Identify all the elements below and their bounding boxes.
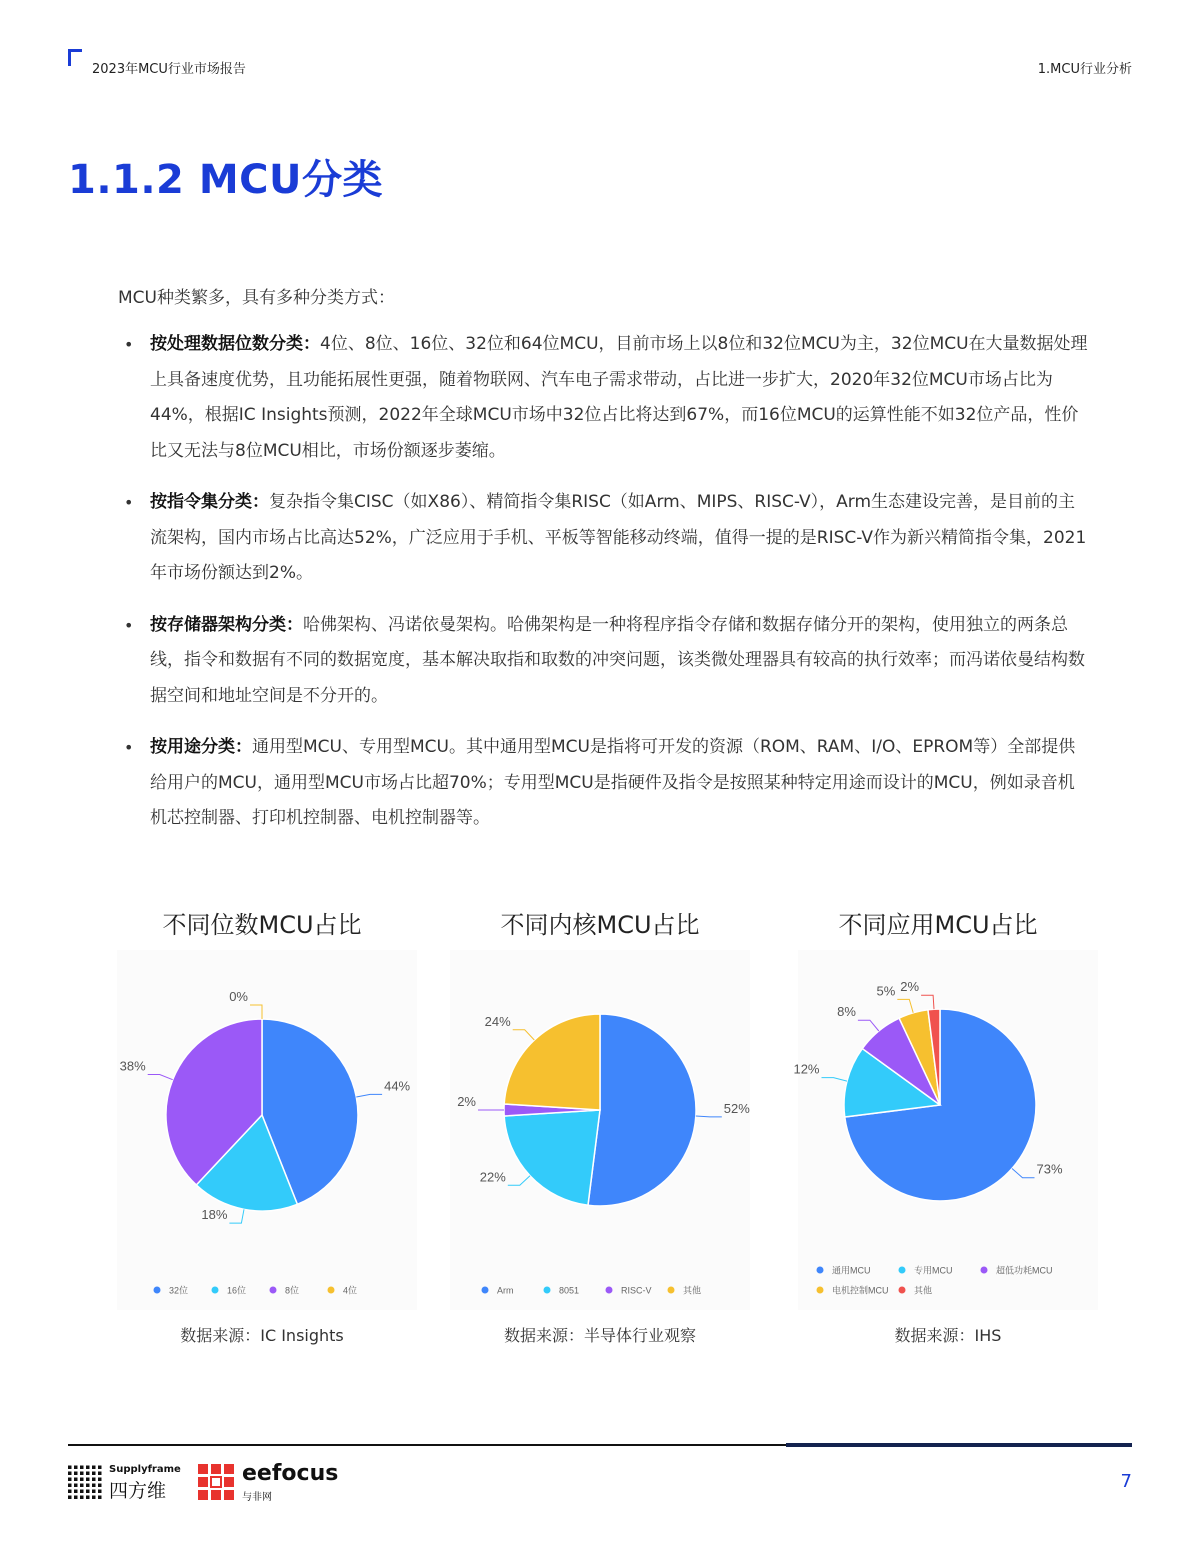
pie-value-label: 24%	[484, 1013, 511, 1029]
chart-bits	[112, 905, 412, 1345]
intro-text: MCU种类繁多，具有多种分类方式：	[118, 288, 395, 308]
pie-value-label: 18%	[201, 1207, 228, 1223]
pie-slice-8051	[504, 1110, 600, 1205]
bullet-item	[118, 608, 1088, 715]
bullet-item	[118, 730, 1088, 837]
supplyframe-logo-cn: 四方维	[109, 1480, 167, 1502]
pie-slice-其他	[504, 1014, 600, 1110]
pie-value-label: 12%	[793, 1061, 820, 1077]
chart-source: 数据来源：IC Insights	[180, 1326, 344, 1345]
chart-application	[788, 905, 1088, 1345]
legend-swatch	[817, 1287, 824, 1294]
chart-title: 不同内核MCU占比	[500, 911, 700, 939]
bullet-item	[118, 485, 1088, 592]
legend-label: 16位	[227, 1285, 247, 1296]
pie-label-line	[508, 1176, 530, 1186]
corner-mark	[68, 49, 82, 66]
bullet-dot-icon: •	[124, 615, 134, 635]
legend-label: 4位	[343, 1285, 358, 1296]
legend-swatch	[544, 1287, 551, 1294]
bullet-title: 按处理数据位数分类：	[150, 334, 320, 354]
chart-source: 数据来源：IHS	[894, 1326, 1002, 1345]
legend-label: 8位	[285, 1285, 300, 1296]
pie-label-line	[250, 1005, 262, 1019]
eefocus-mark-icon	[198, 1464, 234, 1500]
pie-label-line	[921, 995, 934, 1009]
chart-panel	[117, 950, 417, 1310]
chart-source: 数据来源：半导体行业观察	[503, 1326, 696, 1345]
pie-value-label: 0%	[229, 989, 248, 1004]
chart-panel	[450, 950, 750, 1310]
legend-swatch	[668, 1287, 675, 1294]
bullet-title: 按用途分类：	[150, 737, 252, 757]
bullet-text: 通用型MCU、专用型MCU。其中通用型MCU是指将可开发的资源（ROM、RAM、I/O、EPROM等）全部提供给用户的MCU，通用型MCU市场占比超70%；专用型MCU是指硬件及指令是按照某种特定用途而设计的MCU，例如录音机机芯控制器、打印机控制器、电机控制器等。	[150, 737, 1076, 828]
legend-swatch	[328, 1287, 335, 1294]
pie-label-line	[822, 1078, 848, 1082]
bullet-text: 4位、8位、16位、32位和64位MCU，目前市场上以8位和32位MCU为主，32位MCU在大量数据处理上具备速度优势，且功能拓展性更强，随着物联网、汽车电子需求带动，占比进一步扩大，2020年32位MCU市场占比为44%，根据IC Insights预测，2022年全球MCU市场中32位占比将达到67%，而16位MCU的运算性能不如32位产品，性价比又无法与8位MCU相比，市场份额逐步萎缩。	[150, 334, 1088, 461]
pie-value-label: 22%	[479, 1169, 506, 1185]
legend-swatch	[212, 1287, 219, 1294]
header-report-title: 2023年MCU行业市场报告	[92, 62, 246, 77]
legend-swatch	[899, 1287, 906, 1294]
legend-label: 电机控制MCU	[832, 1285, 889, 1296]
pie-label-line	[356, 1094, 382, 1097]
bullet-dot-icon: •	[124, 493, 134, 512]
pie-chart-application	[793, 950, 1098, 1310]
chart-title: 不同位数MCU占比	[162, 911, 362, 939]
pie-chart-core	[450, 950, 750, 1310]
legend-swatch	[482, 1287, 489, 1294]
pie-value-label: 44%	[384, 1078, 411, 1094]
pie-label-line	[1012, 1169, 1035, 1178]
legend-swatch	[981, 1267, 988, 1274]
bullet-title: 按指令集分类：	[150, 492, 269, 512]
bullet-text: 哈佛架构、冯诺依曼架构。哈佛架构是一种将程序指令存储和数据存储分开的架构，使用独立的两条总线，指令和数据有不同的数据宽度，基本解决取指和取数的冲突问题，该类微处理器具有较高的执行效率；而冯诺依曼结构数据空间和地址空间是不分开的。	[150, 614, 1085, 706]
legend-label: 其他	[683, 1285, 702, 1296]
bullet-item	[118, 327, 1088, 469]
pie-label-line	[858, 1020, 879, 1031]
pie-label-line	[513, 1030, 535, 1040]
bullet-dot-icon: •	[124, 738, 134, 757]
legend-label: 超低功耗MCU	[996, 1265, 1053, 1276]
legend-label: 专用MCU	[914, 1265, 953, 1276]
bullet-text: 复杂指令集CISC（如X86）、精简指令集RISC（如Arm、MIPS、RISC-V），Arm生态建设完善，是目前的主流架构，国内市场占比高达52%，广泛应用于手机、平板等智能移动终端，值得一提的是RISC-V作为新兴精简指令集，2021年市场份额达到2%。	[150, 492, 1087, 583]
bullet-dot-icon: •	[124, 335, 134, 354]
pie-value-label: 52%	[723, 1100, 750, 1116]
supplyframe-grid-icon	[68, 1463, 104, 1499]
supplyframe-logo	[68, 1461, 181, 1502]
legend-swatch	[606, 1287, 613, 1294]
eefocus-logo-text: eefocus	[242, 1461, 339, 1486]
legend-swatch	[817, 1267, 824, 1274]
pie-value-label: 38%	[119, 1058, 146, 1074]
pie-value-label: 73%	[1036, 1161, 1063, 1177]
pie-value-label: 2%	[900, 979, 920, 995]
legend-swatch	[270, 1287, 277, 1294]
header-section: 1.MCU行业分析	[1037, 62, 1132, 77]
legend-label: 32位	[169, 1285, 189, 1296]
legend-swatch	[899, 1267, 906, 1274]
chart-core	[450, 905, 750, 1345]
eefocus-logo-cn: 与非网	[242, 1492, 272, 1503]
eefocus-logo	[198, 1461, 358, 1501]
footer-divider-accent	[786, 1443, 1132, 1447]
legend-label: Arm	[497, 1285, 514, 1296]
pie-label-line	[897, 999, 913, 1012]
pie-value-label: 8%	[837, 1004, 856, 1020]
pie-label-line	[229, 1209, 244, 1223]
legend-label: 8051	[559, 1285, 580, 1296]
pie-label-line	[148, 1075, 173, 1080]
bullet-list	[118, 327, 1088, 853]
pie-chart-bits	[117, 950, 417, 1310]
pie-slice-Arm	[588, 1014, 696, 1206]
page-title: 1.1.2 MCU分类	[68, 157, 383, 203]
legend-label: 通用MCU	[832, 1265, 871, 1276]
pie-value-label: 5%	[876, 983, 896, 999]
chart-panel	[793, 950, 1098, 1310]
chart-title: 不同应用MCU占比	[838, 911, 1038, 939]
supplyframe-logo-text: Supplyframe	[109, 1464, 181, 1475]
pie-value-label: 2%	[457, 1094, 476, 1109]
legend-label: 其他	[914, 1285, 933, 1296]
pie-label-line	[696, 1116, 722, 1117]
bullet-title: 按存储器架构分类：	[150, 614, 303, 635]
legend-label: RISC-V	[621, 1285, 652, 1296]
legend-swatch	[154, 1287, 161, 1294]
page-number: 7	[1120, 1471, 1132, 1492]
